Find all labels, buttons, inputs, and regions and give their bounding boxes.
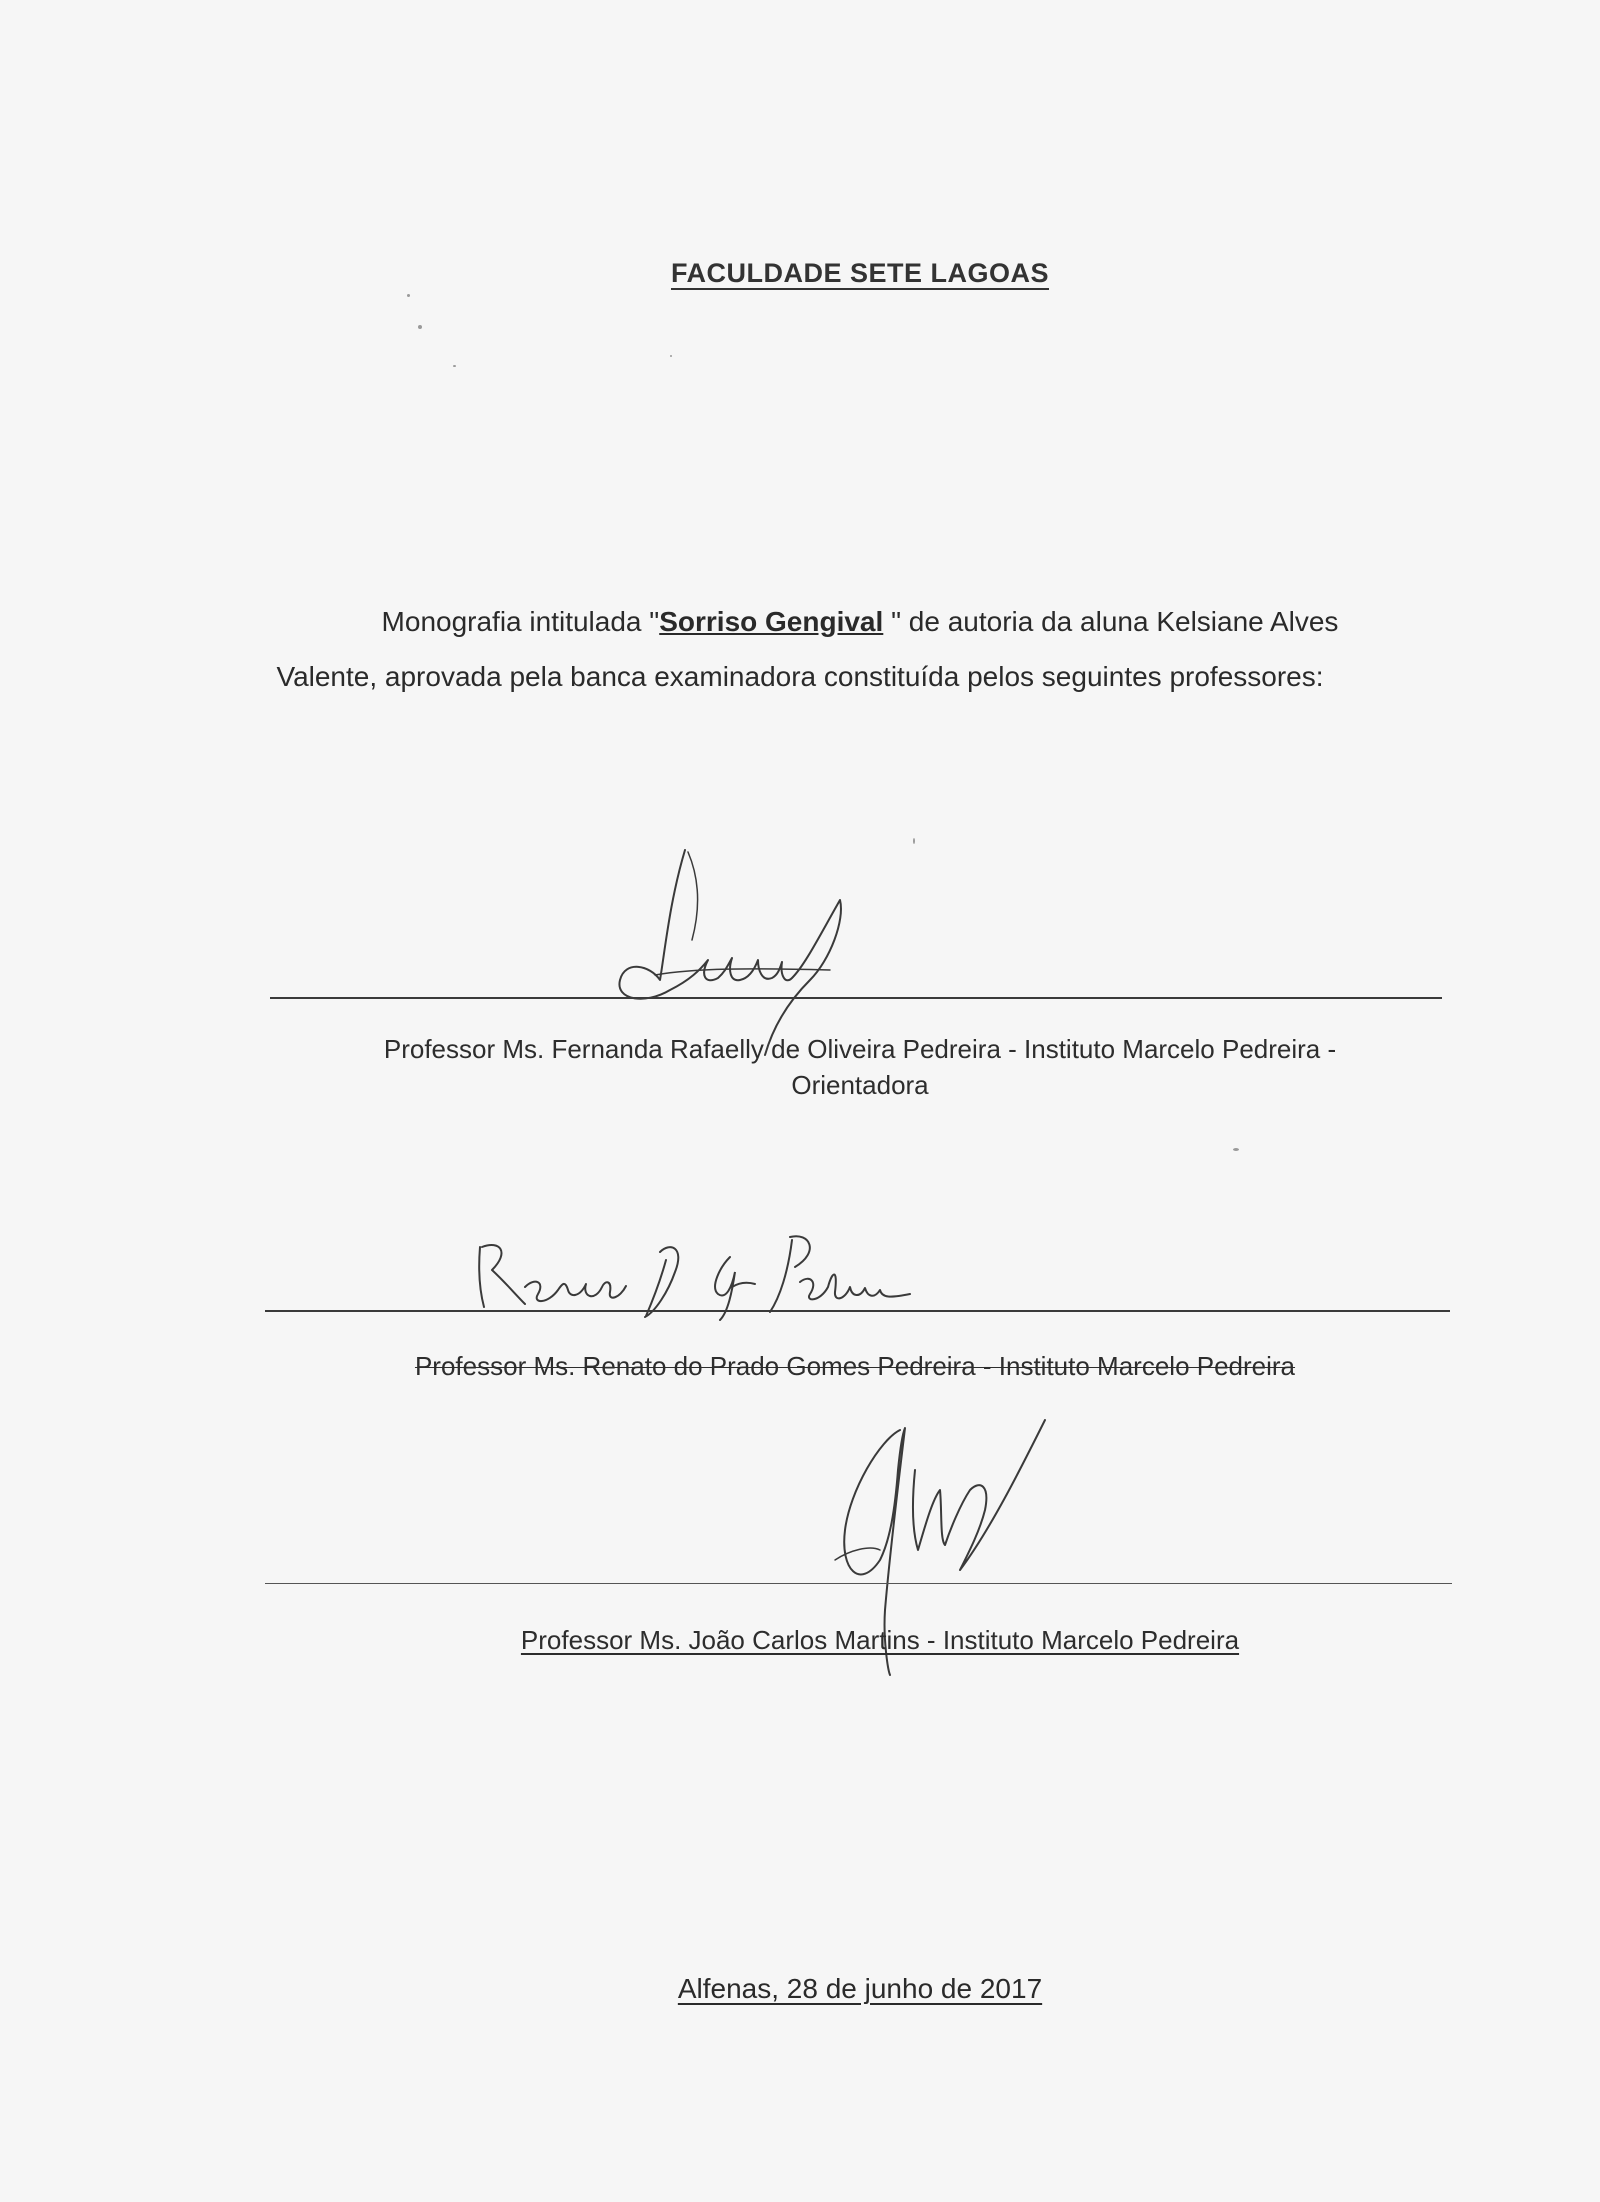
- signature-examiner-1: [600, 840, 860, 1060]
- institution-title: FACULDADE SETE LAGOAS: [670, 258, 1050, 288]
- examiner-2-name: Professor Ms. Renato do Prado Gomes Pedreira - Instituto Marcelo Pedreira: [414, 1351, 1296, 1381]
- examiner-1-role: Orientadora: [791, 1070, 929, 1101]
- paragraph-author-text: " de autoria da aluna Kelsiane Alves: [883, 606, 1339, 637]
- signature-line-examiner-2: [265, 1310, 1450, 1312]
- scan-speck: [453, 365, 456, 367]
- examiner-3-name: Professor Ms. João Carlos Martins - Instituto Marcelo Pedreira: [520, 1625, 1240, 1655]
- examiner-2-caption: [345, 1348, 1365, 1384]
- scan-speck: [1233, 1148, 1239, 1151]
- examiner-3-caption: [420, 1622, 1340, 1658]
- scan-speck: [407, 294, 410, 297]
- place-and-date: Alfenas, 28 de junho de 2017: [677, 1973, 1043, 2004]
- scan-speck: [418, 325, 422, 329]
- monograph-title: Sorriso Gengival: [659, 606, 884, 637]
- signature-examiner-2: [470, 1232, 920, 1322]
- scan-speck: [670, 355, 672, 357]
- paragraph-lead-text: Monografia intitulada ": [381, 606, 660, 637]
- signature-line-examiner-1: [270, 997, 1442, 999]
- scan-speck: [913, 838, 915, 844]
- approval-paragraph-line-2: Valente, aprovada pela banca examinadora constituída pelos seguintes professores:: [276, 661, 1324, 692]
- signature-line-examiner-3: [265, 1583, 1452, 1584]
- examiner-1-caption: [300, 1031, 1420, 1104]
- examiner-1-name: Professor Ms. Fernanda Rafaelly de Oliveira Pedreira - Instituto Marcelo Pedreira -: [383, 1034, 1337, 1064]
- approval-paragraph-line-1: [0, 605, 1600, 639]
